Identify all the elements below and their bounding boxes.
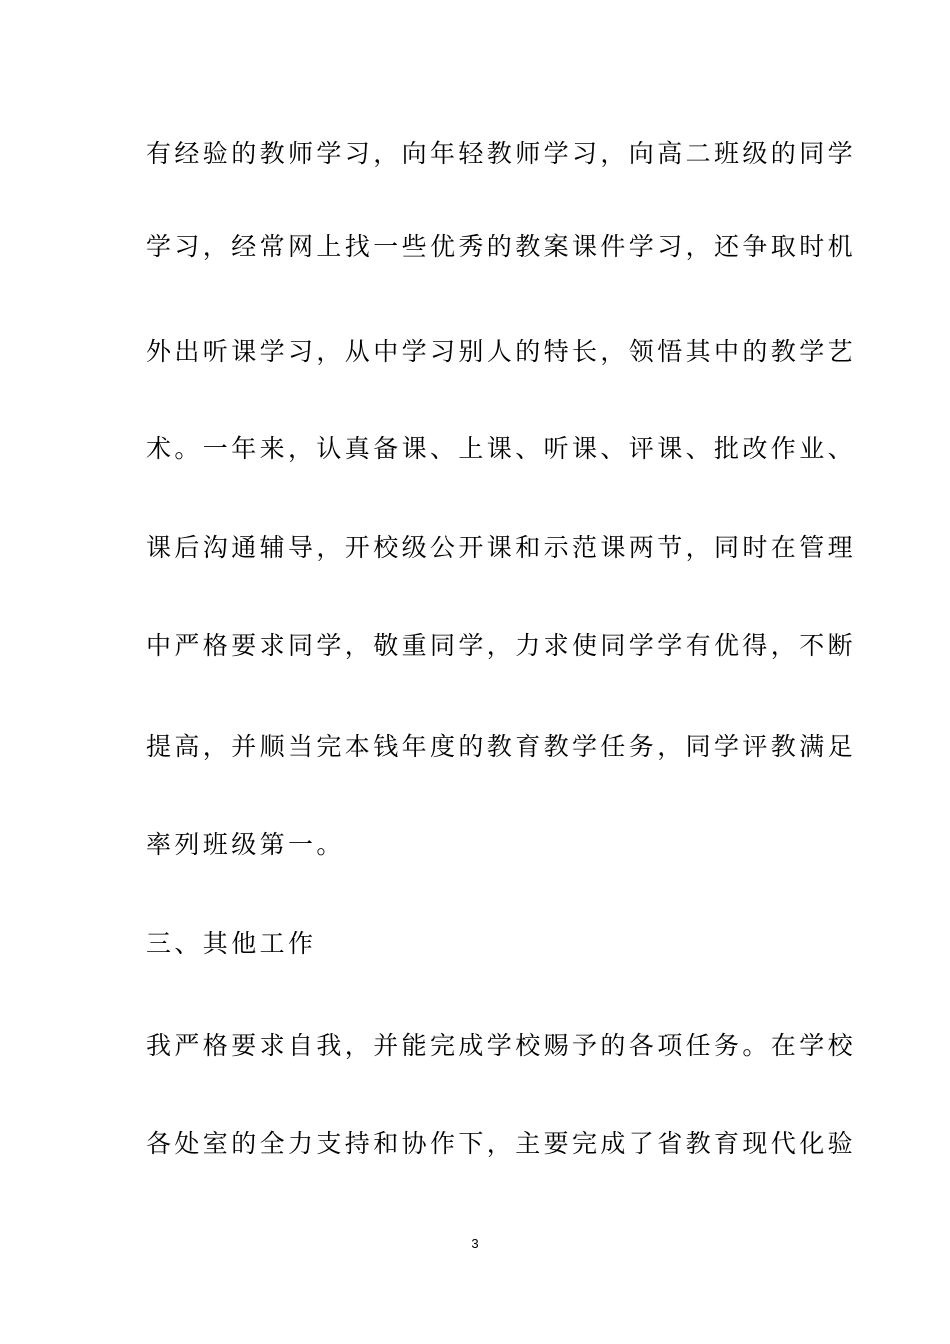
section-heading: 三、其他工作 [146,929,317,958]
body-text-line: 提高，并顺当完本钱年度的教育教学任务，同学评教满足 [146,732,857,761]
body-text-line: 我严格要求自我，并能完成学校赐予的各项任务。在学校 [146,1031,857,1060]
body-text-line: 各处室的全力支持和协作下，主要完成了省教育现代化验 [146,1129,857,1158]
body-text-line: 术。一年来，认真备课、上课、听课、评课、批改作业、 [146,434,857,463]
body-text-line: 率列班级第一。 [146,830,345,859]
body-text-line: 课后沟通辅导，开校级公开课和示范课两节，同时在管理 [146,533,857,562]
page-number: 3 [471,1236,479,1251]
body-text-line: 中严格要求同学，敬重同学，力求使同学学有优得，不断 [146,631,857,660]
body-text-line: 学习，经常网上找一些优秀的教案课件学习，还争取时机 [146,232,857,261]
body-text-line: 有经验的教师学习，向年轻教师学习，向高二班级的同学 [146,139,857,168]
body-text-line: 外出听课学习，从中学习别人的特长，领悟其中的教学艺 [146,337,857,366]
